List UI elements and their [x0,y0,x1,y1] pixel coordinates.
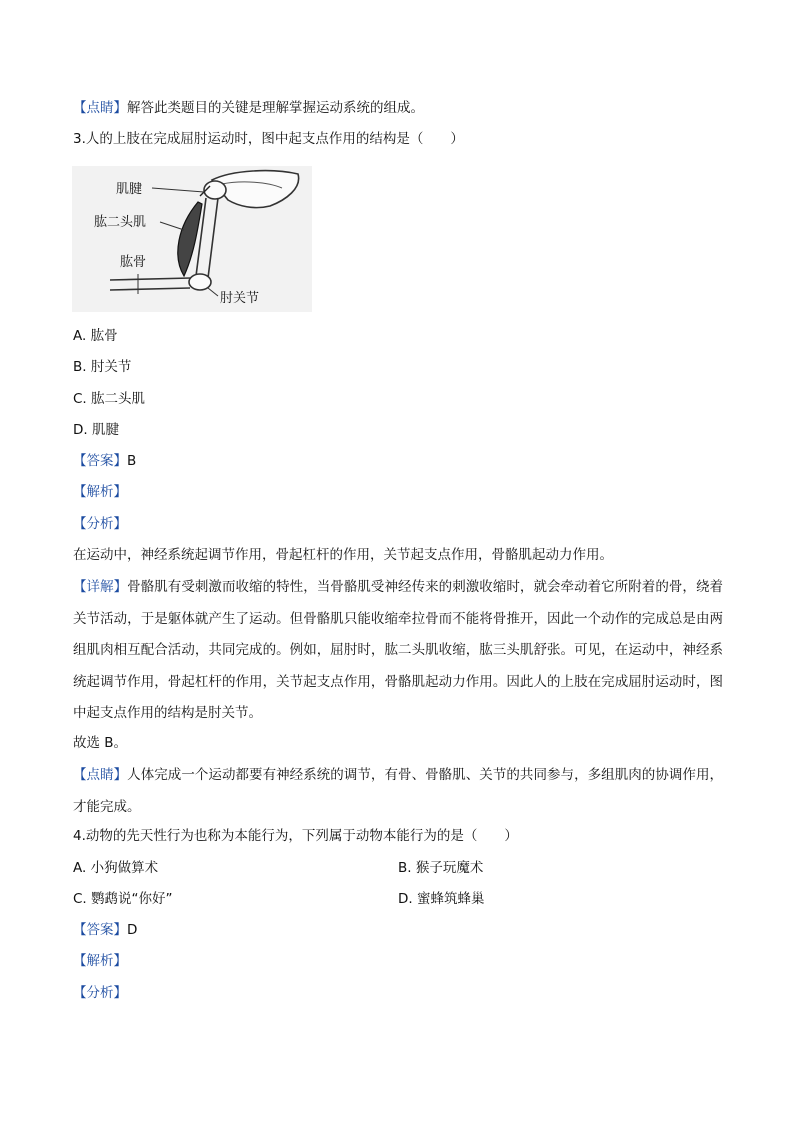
q3-tip [73,760,723,823]
label-tendon: 肌腱 [116,182,143,197]
q3-analysis-tag: 【解析】 [73,484,127,500]
q4-fenxi-tag: 【分析】 [73,985,127,1001]
q4-option-c: C. 鹦鹉说“你好” [73,891,173,907]
tip-tag: 【点睛】 [73,767,128,783]
q3-fenxi-text: 在运动中，神经系统起调节作用，骨起杠杆的作用，关节起支点作用，骨骼肌起动力作用。 [73,547,613,563]
q2-tip [73,98,424,118]
label-elbow-joint: 肘关节 [220,291,260,306]
tip-text: 解答此类题目的关键是理解掌握运动系统的组成。 [127,100,424,116]
q4-analysis-tag: 【解析】 [73,953,127,969]
q3-option-d: D. 肌腱 [73,422,119,438]
detail-tag: 【详解】 [73,579,128,595]
q4-answer [73,920,137,940]
answer-value: D [127,922,138,938]
tip-text: 人体完成一个运动都要有神经系统的调节，有骨、骨骼肌、关节的共同参与，多组肌肉的协调作用，才能完成。 [73,767,724,815]
arm-diagram [72,166,312,312]
q3-answer [73,451,136,471]
q3-option-a: A. 肱骨 [73,328,118,344]
question-3-stem: 3.人的上肢在完成屈肘运动时，图中起支点作用的结构是（ ） [73,131,464,147]
detail-text: 骨骼肌有受刺激而收缩的特性，当骨骼肌受神经传来的刺激收缩时，就会牵动着它所附着的骨，绕着关节活动，于是躯体就产生了运动。但骨骼肌只能收缩牵拉骨而不能将骨推开，因此一个动作的完成总是由两组肌肉相互配合活动，共同完成的。例如，屈肘时，肱二头肌收缩，肱三头肌舒张。可见，在运动中，神经系统起调节作用，骨起杠杆的作用，关节起支点作用，骨骼肌起动力作用。因此人的上肢在完成屈肘运动时，图中起支点作用的结构是肘关节。 [73,579,724,721]
q3-fenxi-tag: 【分析】 [73,516,127,532]
q4-option-d: D. 蜜蜂筑蜂巢 [398,891,485,907]
q3-option-b: B. 肘关节 [73,359,132,375]
arm-muscle-figure [72,166,312,312]
q3-option-c: C. 肱二头肌 [73,391,146,407]
question-4-stem: 4.动物的先天性行为也称为本能行为，下列属于动物本能行为的是（ ） [73,828,518,844]
q4-option-b: B. 猴子玩魔术 [398,860,484,876]
tip-tag: 【点睛】 [73,100,127,116]
answer-value: B [127,453,137,469]
q4-option-a: A. 小狗做算术 [73,860,159,876]
q3-conclusion: 故选 B。 [73,735,128,751]
label-humerus: 肱骨 [120,255,147,270]
q3-detail [73,572,723,730]
answer-tag: 【答案】 [73,453,127,469]
answer-tag: 【答案】 [73,922,127,938]
label-biceps: 肱二头肌 [94,215,147,230]
